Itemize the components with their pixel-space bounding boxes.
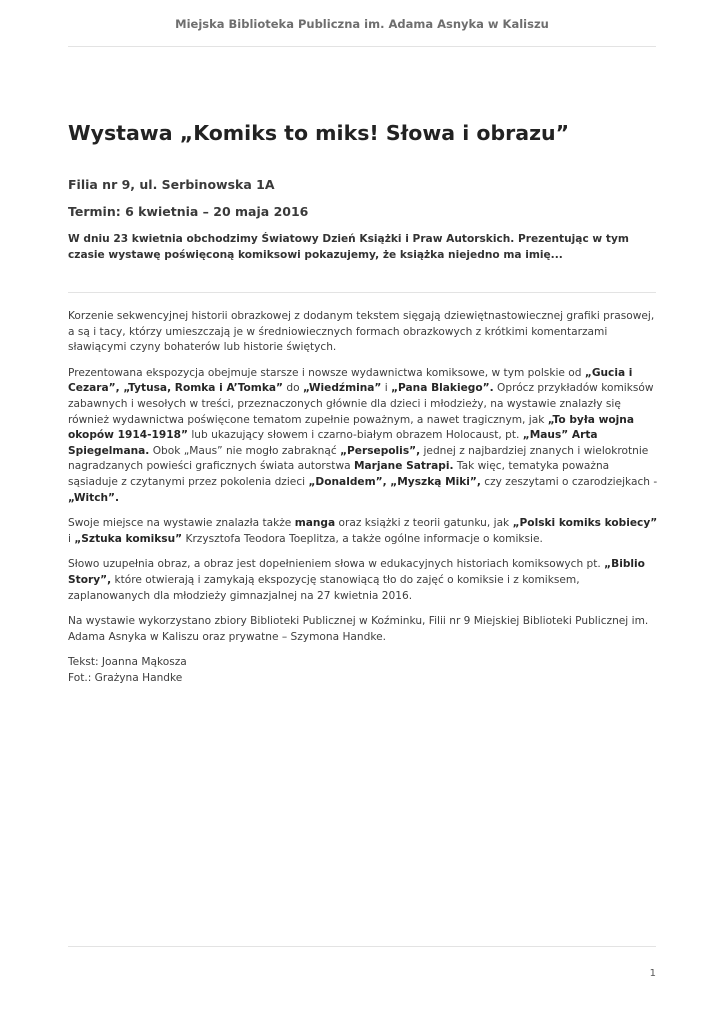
text-run: i: [68, 532, 75, 545]
credit-text: Tekst: Joanna Mąkosza: [68, 656, 187, 669]
text-run: Krzysztofa Teodora Toeplitza, a także ogólne informacje o komiksie.: [182, 532, 543, 545]
paragraph-exhibition: [68, 366, 662, 506]
bold-title: Marjane Satrapi.: [353, 460, 454, 473]
text-run: lub ukazujący słowem i czarno-białym obrazem Holocaust, pt.: [187, 429, 523, 442]
branch-address: Filia nr 9, ul. Serbinowska 1A: [68, 177, 275, 192]
bold-title: „Biblio Story”,: [68, 558, 645, 586]
text-run: czy zeszytami o czarodziejkach -: [480, 475, 658, 488]
paragraph-manga: [68, 516, 662, 547]
bold-title: „Pana Blakiego”.: [391, 382, 494, 395]
paragraph-history: Korzenie sekwencyjnej historii obrazkowej z dodanym tekstem sięgają dziewiętnastowiecznej grafiki prasowej, a są i tacy, którzy umieszczają je w średniowiecznych formach obrazkowych z krótkimi komentarzami sławiącymi czyny bohaterów lub historie świętych.: [68, 310, 655, 354]
bold-title: „Witch”.: [68, 491, 120, 504]
lead-paragraph: W dniu 23 kwietnia obchodzimy Światowy Dzień Książki i Praw Autorskich. Prezentując w tym czasie wystawę poświęconą komiksowi pokazujemy, że książka niejedno ma imię...: [68, 233, 629, 261]
credits: [68, 655, 662, 686]
bold-title: manga: [294, 517, 336, 530]
page-title: Wystawa „Komiks to miks! Słowa i obrazu”: [68, 121, 570, 145]
text-run: oraz książki z teorii gatunku, jak: [335, 517, 513, 530]
text-run: które otwierają i zamykają ekspozycję stanowiącą tło do zajęć o komiksie i z komiksem, zaplanowanych dla młodzieży gimnazjalnej na 27 kwietnia 2016.: [68, 573, 580, 602]
text-run: Oprócz przykładów komiksów zabawnych i wesołych w treści, przeznaczonych głównie dla dzieci i młodzieży, na wystawie znalazły się również wydawnictwa poświęcone tematom zupełnie poważnym, a nawet tragicznym, jak: [68, 382, 654, 426]
bold-title: „Sztuka komiksu”: [74, 532, 183, 545]
text-run: jednej z najbardziej znanych i wielokrotnie nagradzanych powieści graficznych świata autorstwa: [68, 444, 649, 473]
bold-title: „Wiedźmina”: [302, 382, 382, 395]
bold-title: „Maus” Arta Spiegelmana.: [68, 429, 598, 457]
paragraph-biblio-story: [68, 557, 662, 604]
footer-divider: [68, 946, 656, 947]
bold-title: „Gucia i Cezara”, „Tytusa, Romka i A’Tomka”: [68, 366, 633, 395]
bold-title: „To była wojna okopów 1914-1918”: [68, 413, 634, 442]
page-number: 1: [649, 968, 656, 979]
lead-divider: [68, 292, 656, 293]
text-run: Obok „Maus” nie mogło zabraknąć: [149, 444, 341, 457]
text-run: Swoje miejsce na wystawie znalazła także: [68, 517, 295, 530]
text-run: Prezentowana ekspozycja obejmuje starsze i nowsze wydawnictwa komiksowe, w tym polskie od: [68, 366, 585, 379]
bold-title: „Donaldem”, „Myszką Miki”,: [308, 475, 481, 488]
text-run: Tak więc, tematyka poważna sąsiaduje z czytanymi przez pokolenia dzieci: [68, 460, 610, 488]
document-header: Miejska Biblioteka Publiczna im. Adama Asnyka w Kaliszu: [175, 17, 549, 31]
text-run: i: [381, 382, 392, 395]
bold-title: „Persepolis”,: [340, 444, 421, 457]
exhibition-term: Termin: 6 kwietnia – 20 maja 2016: [68, 204, 309, 219]
credit-photo: Fot.: Grażyna Handke: [68, 671, 183, 684]
article-body: [68, 309, 662, 696]
paragraph-collections: Na wystawie wykorzystano zbiory Biblioteki Publicznej w Koźminku, Filii nr 9 Miejskiej Biblioteki Publicznej im. Adama Asnyka w Kaliszu oraz prywatne – Szymona Handke.: [68, 615, 649, 643]
text-run: do: [283, 382, 303, 395]
bold-title: „Polski komiks kobiecy”: [512, 517, 658, 530]
header-divider: [68, 46, 656, 47]
text-run: Słowo uzupełnia obraz, a obraz jest dopełnieniem słowa w edukacyjnych historiach komiksowych pt.: [68, 558, 605, 571]
